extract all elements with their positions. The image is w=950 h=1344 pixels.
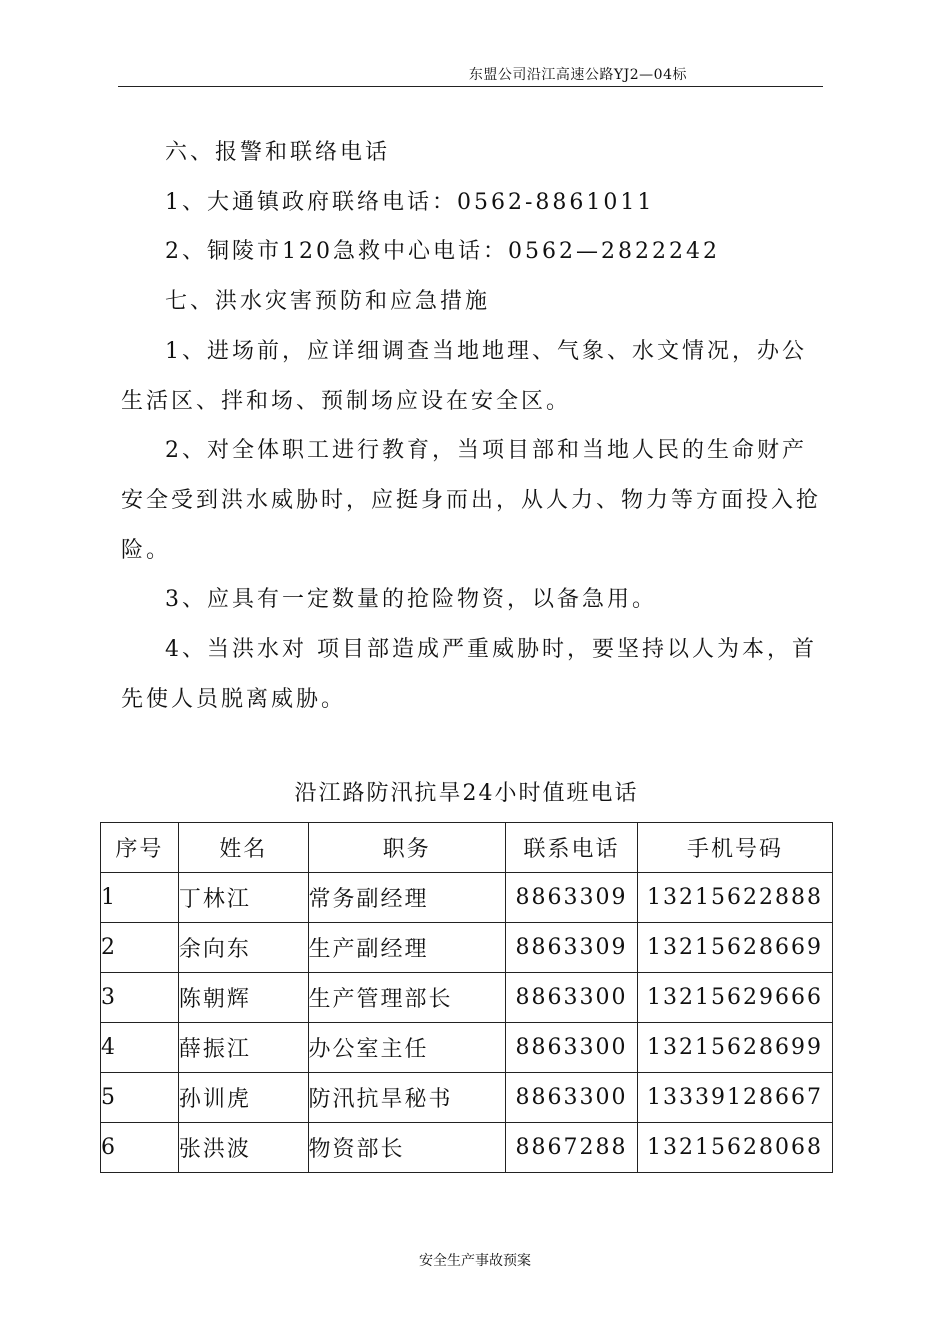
cell-mobile: 13215628699 xyxy=(638,1023,833,1073)
header-tel: 联系电话 xyxy=(506,823,638,873)
cell-name: 孙训虎 xyxy=(178,1073,308,1123)
document-body xyxy=(121,128,821,724)
cell-mobile: 13215629666 xyxy=(638,973,833,1023)
cell-name: 丁林江 xyxy=(178,873,308,923)
table-row xyxy=(101,1073,833,1123)
cell-name: 薛振江 xyxy=(178,1023,308,1073)
duty-table-title: 沿江路防汛抗旱24小时值班电话 xyxy=(294,781,639,806)
cell-mobile: 13215622888 xyxy=(638,873,833,923)
cell-tel: 8867288 xyxy=(506,1123,638,1173)
cell-role: 办公室主任 xyxy=(308,1023,506,1073)
cell-tel: 8863300 xyxy=(506,973,638,1023)
cell-role: 常务副经理 xyxy=(308,873,506,923)
cell-mobile: 13339128667 xyxy=(638,1073,833,1123)
duty-table xyxy=(100,822,833,1173)
header-mobile: 手机号码 xyxy=(638,823,833,873)
cell-role: 物资部长 xyxy=(308,1123,506,1173)
alarm-item-1: 1、大通镇政府联络电话：0562-8861011 xyxy=(165,189,655,215)
cell-name: 余向东 xyxy=(178,923,308,973)
header-role: 职务 xyxy=(308,823,506,873)
header-name: 姓名 xyxy=(178,823,308,873)
table-row xyxy=(101,873,833,923)
cell-mobile: 13215628068 xyxy=(638,1123,833,1173)
cell-name: 张洪波 xyxy=(178,1123,308,1173)
cell-role: 防汛抗旱秘书 xyxy=(308,1073,506,1123)
alarm-heading: 六、报警和联络电话 xyxy=(165,140,391,165)
flood-item-2: 2、对全体职工进行教育，当项目部和当地人民的生命财产安全受到洪水威胁时，应挺身而出，从人力、物力等方面投入抢险。 xyxy=(121,438,822,563)
cell-no: 6 xyxy=(101,1123,179,1173)
cell-role: 生产副经理 xyxy=(308,923,506,973)
table-row xyxy=(101,1123,833,1173)
cell-no: 4 xyxy=(101,1023,179,1073)
cell-no: 5 xyxy=(101,1073,179,1123)
cell-no: 1 xyxy=(101,873,179,923)
table-row xyxy=(101,973,833,1023)
cell-name: 陈朝辉 xyxy=(178,973,308,1023)
table-header-row xyxy=(101,823,833,873)
page-header xyxy=(118,62,823,87)
table-row xyxy=(101,1023,833,1073)
cell-mobile: 13215628669 xyxy=(638,923,833,973)
cell-no: 3 xyxy=(101,973,179,1023)
cell-tel: 8863309 xyxy=(506,873,638,923)
cell-tel: 8863300 xyxy=(506,1073,638,1123)
table-row xyxy=(101,923,833,973)
header-no: 序号 xyxy=(101,823,179,873)
alarm-item-2: 2、铜陵市120急救中心电话：0562—2822242 xyxy=(165,239,720,265)
cell-tel: 8863300 xyxy=(506,1023,638,1073)
cell-role: 生产管理部长 xyxy=(308,973,506,1023)
flood-heading: 七、洪水灾害预防和应急措施 xyxy=(165,289,491,315)
cell-tel: 8863309 xyxy=(506,923,638,973)
flood-item-4: 4、当洪水对 项目部造成严重威胁时，要坚持以人为本，首先使人员脱离威胁。 xyxy=(121,637,817,712)
flood-item-3: 3、应具有一定数量的抢险物资，以备急用。 xyxy=(165,587,657,613)
header-text: 东盟公司沿江高速公路YJ2—04标 xyxy=(468,67,687,83)
flood-item-1: 1、进场前，应详细调查当地地理、气象、水文情况，办公生活区、拌和场、预制场应设在安全区。 xyxy=(121,338,807,414)
page-footer: 安全生产事故预案 xyxy=(419,1253,531,1269)
cell-no: 2 xyxy=(101,923,179,973)
